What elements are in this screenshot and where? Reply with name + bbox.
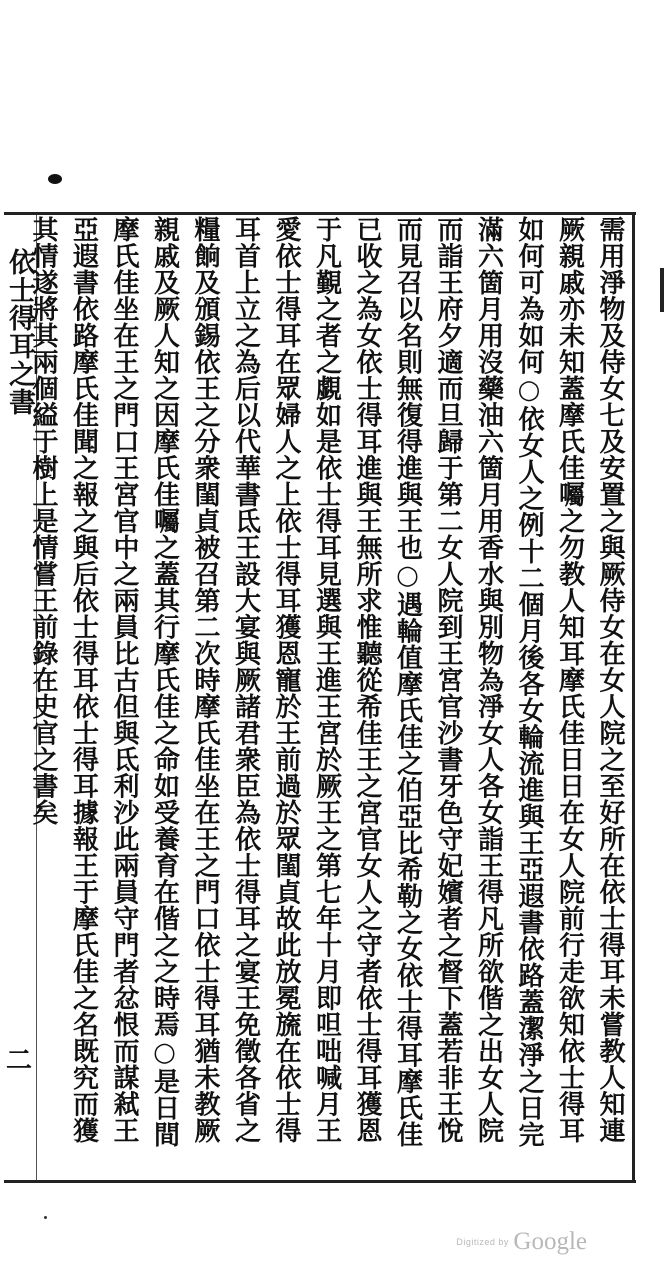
text-column-3: 如何可為如何○依女人之例十二個月後各女輪流進與王亞遐書依路蓋潔淨之日完 [514, 216, 544, 1148]
text-column-12: 親戚及厥人知之因摩氏佳囑之蓋其行摩氏佳之命如受養育在偕之之時焉○是日間 [149, 216, 180, 1148]
text-column-13: 摩氏佳坐在王之門口王宮官中之兩員比古但與氐利沙此兩員守門者忿恨而謀弒王 [109, 216, 139, 1144]
text-column-11: 糧餉及頒錫依王之分衆閨貞被召第二次時摩氏佳坐在王之門口依士得耳猶未教厥 [190, 216, 220, 1144]
frame-rule-right [632, 212, 635, 1183]
text-column-8: 于凡覲之者之覷如是依士得耳見選與王進王宮於厥王之第七年十月即呾咄喊月王 [311, 216, 342, 1144]
digitized-watermark [456, 1228, 587, 1256]
page-number: 二 [5, 1046, 32, 1076]
text-column-5: 而詣王府夕適而旦歸于第二女人院到王宮官沙書牙色守妃嬪者之督下蓋若非王悅 [433, 216, 463, 1144]
text-column-9: 愛依士得耳在眾婦人之上依士得耳獲恩寵於王前過於眾閨貞故此放冕旒在依士得 [271, 216, 301, 1144]
running-title: 依士得耳之書 [4, 248, 35, 416]
text-column-15: 其情遂將其兩個縊于樹上是情嘗王前錄在史官之書矣 [28, 216, 58, 826]
ink-speck [48, 174, 62, 184]
text-body [28, 216, 630, 1178]
frame-rule-bottom [4, 1180, 636, 1183]
text-column-14: 亞遐書依路摩氏佳聞之報之與后依士得耳依士得耳據報王于摩氏佳之名既究而獲 [68, 216, 99, 1144]
text-column-2: 厥親戚亦未知蓋摩氏佳囑之勿教人知耳摩氏佳日日在女人院前行走欲知依士得耳 [554, 216, 585, 1144]
watermark-small-text: Digitized by [456, 1237, 509, 1247]
frame-rule-top [4, 212, 636, 215]
ink-dot [44, 1216, 47, 1219]
text-column-1: 需用淨物及侍女七及安置之與厥侍女在女人院之至好所在依士得耳未嘗教人知連 [595, 216, 625, 1144]
text-column-4: 滿六箇月用沒藥油六箇月用香水與別物為淨女人各女詣王得凡所欲偕之出女人院 [473, 216, 504, 1144]
text-column-7: 已收之為女依士得耳進與王無所求惟聽從希佳王之宮官女人之守者依士得耳獲恩 [352, 216, 382, 1144]
text-column-10: 耳首上立之為后以代華書氐王設大宴與厥諸君衆臣為依士得耳之宴王免徵各省之 [230, 216, 261, 1144]
watermark-logo-text: Google [513, 1228, 587, 1255]
page-edge-mark [660, 268, 664, 312]
text-column-6: 而見召以名則無復得進與王也○遇輪值摩氏佳之伯亞比希勒之女依士得耳摩氏佳 [392, 216, 423, 1148]
